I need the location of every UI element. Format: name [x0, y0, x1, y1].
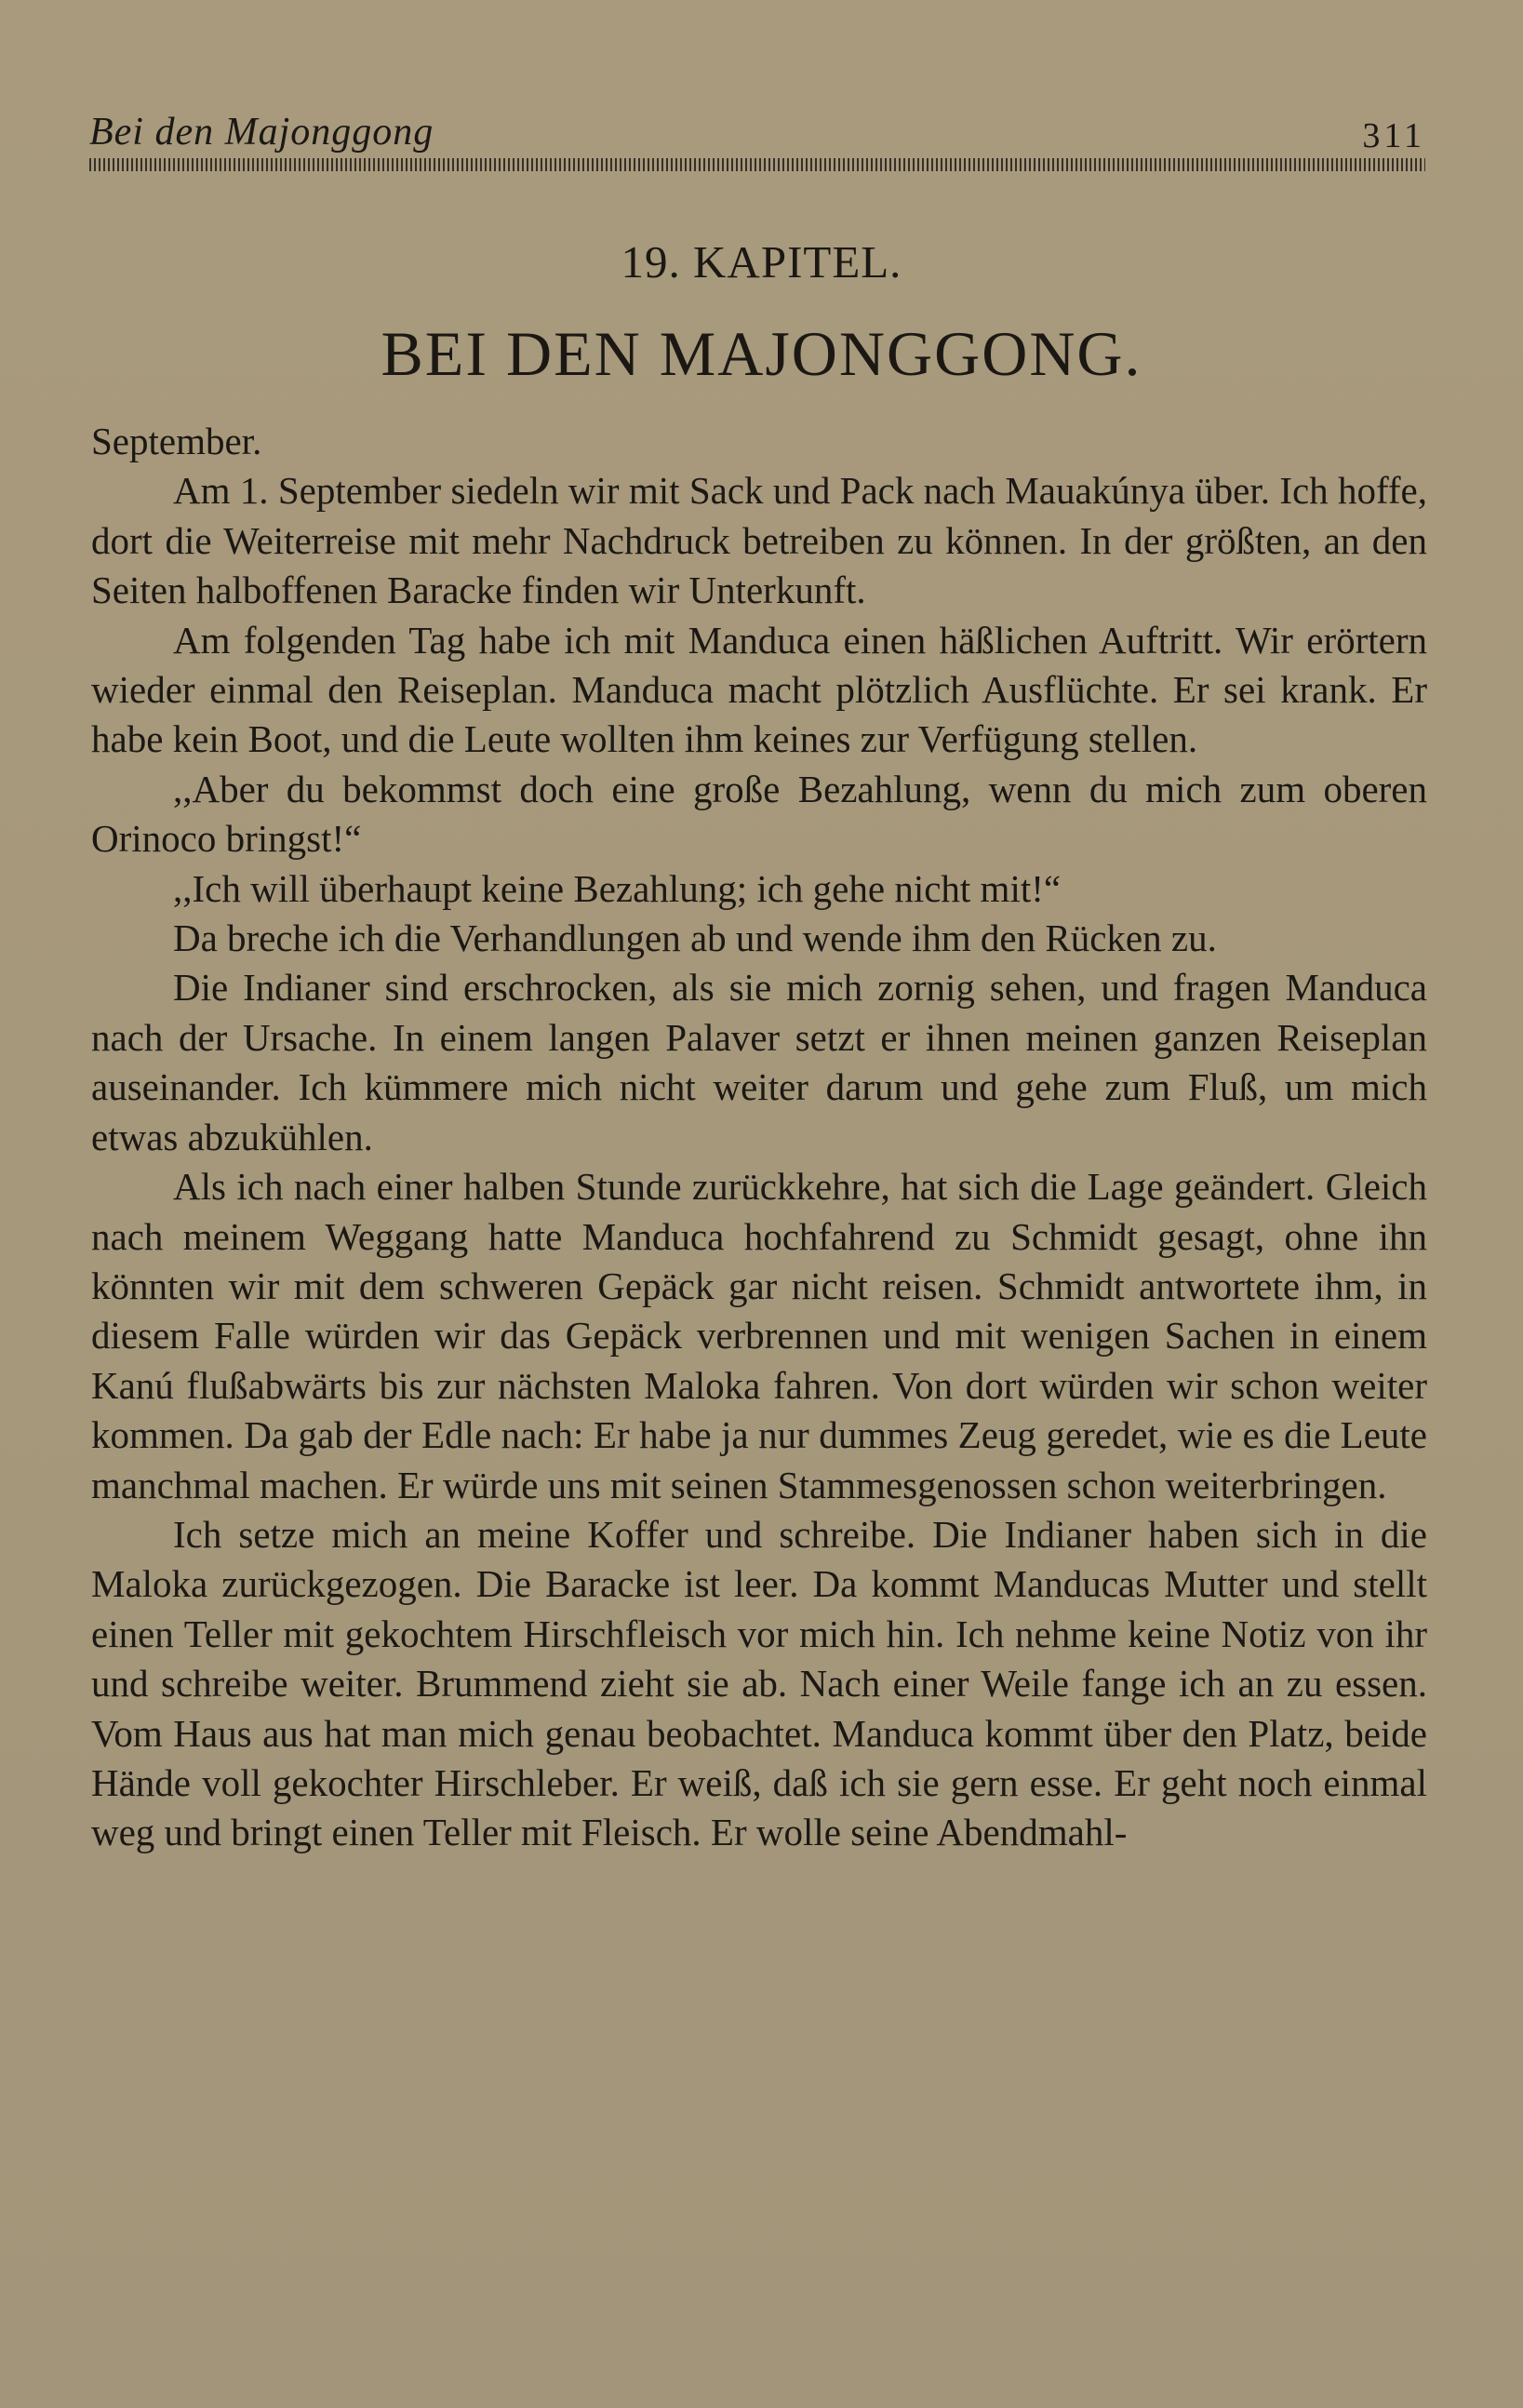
running-title: Bei den Majonggong [89, 111, 434, 154]
paragraph: Die Indianer sind erschrocken, als sie mich zornig sehen, und fragen Manduca nach der Ursache. In einem langen Palaver setzt er ihnen meinen ganzen Reiseplan auseinander. Ich kümmere mich nicht weiter darum und gehe zum Fluß, um mich etwas abzukühlen. [91, 966, 1427, 1158]
paragraph: Ich setze mich an meine Koffer und schreibe. Die Indianer haben sich in die Maloka zurückgezogen. Die Baracke ist leer. Da kommt Manducas Mutter und stellt einen Teller mit gekochtem Hirschfleisch vor mich hin. Ich nehme keine Notiz von ihr und schreibe weiter. Brummend zieht sie ab. Nach einer Weile fange ich an zu essen. Vom Haus aus hat man mich genau beobachtet. Manduca kommt über den Platz, beide Hände voll gekochter Hirschleber. Er weiß, daß ich sie gern esse. Er geht noch einmal weg und bringt einen Teller mit Fleisch. Er wolle seine Abendmahl- [91, 1512, 1427, 1854]
paragraph: Da breche ich die Verhandlungen ab und wende ihm den Rücken zu. [173, 916, 1217, 960]
paragraph: Als ich nach einer halben Stunde zurückkehre, hat sich die Lage geändert. Gleich nach meinem Weggang hatte Manduca hochfahrend zu Schmidt gesagt, ohne ihn könnten wir mit dem schweren Gepäck gar nicht reisen. Schmidt antwortete ihm, in diesem Falle würden wir das Gepäck verbrennen und mit wenigen Sachen in einem Kanú flußabwärts bis zur nächsten Maloka fahren. Von dort würden wir schon weiter kommen. Da gab der Edle nach: Er habe ja nur dummes Zeug geredet, wie es die Leute manchmal machen. Er würde uns mit seinen Stammesgenossen schon weiterbringen. [91, 1165, 1427, 1506]
paragraph: Am folgenden Tag habe ich mit Manduca einen häßlichen Auftritt. Wir erörtern wieder einmal den Reiseplan. Manduca macht plötzlich Ausflüchte. Er sei krank. Er habe kein Boot, und die Leute wollten ihm keines zur Verfügung stellen. [91, 618, 1427, 761]
page-number: 311 [1362, 116, 1425, 155]
chapter-title: BEI DEN MAJONGGONG. [381, 318, 1142, 389]
paragraph: Am 1. September siedeln wir mit Sack und Pack nach Mauakúnya über. Ich hoffe, dort die Weiterreise mit mehr Nachdruck betreiben zu können. In der größten, an den Seiten halboffenen Baracke finden wir Unterkunft. [91, 469, 1427, 612]
running-head [89, 110, 1425, 154]
chapter-number: 19. KAPITEL. [621, 236, 902, 288]
paragraph: ,,Ich will überhaupt keine Bezahlung; ich gehe nicht mit!“ [173, 866, 1062, 910]
header-rule [89, 158, 1425, 171]
paragraph: ,,Aber du bekommst doch eine große Bezahlung, wenn du mich zum oberen Orinoco bringst!“ [91, 767, 1427, 861]
section-label: September. [91, 420, 262, 462]
body-text [91, 417, 1427, 1858]
